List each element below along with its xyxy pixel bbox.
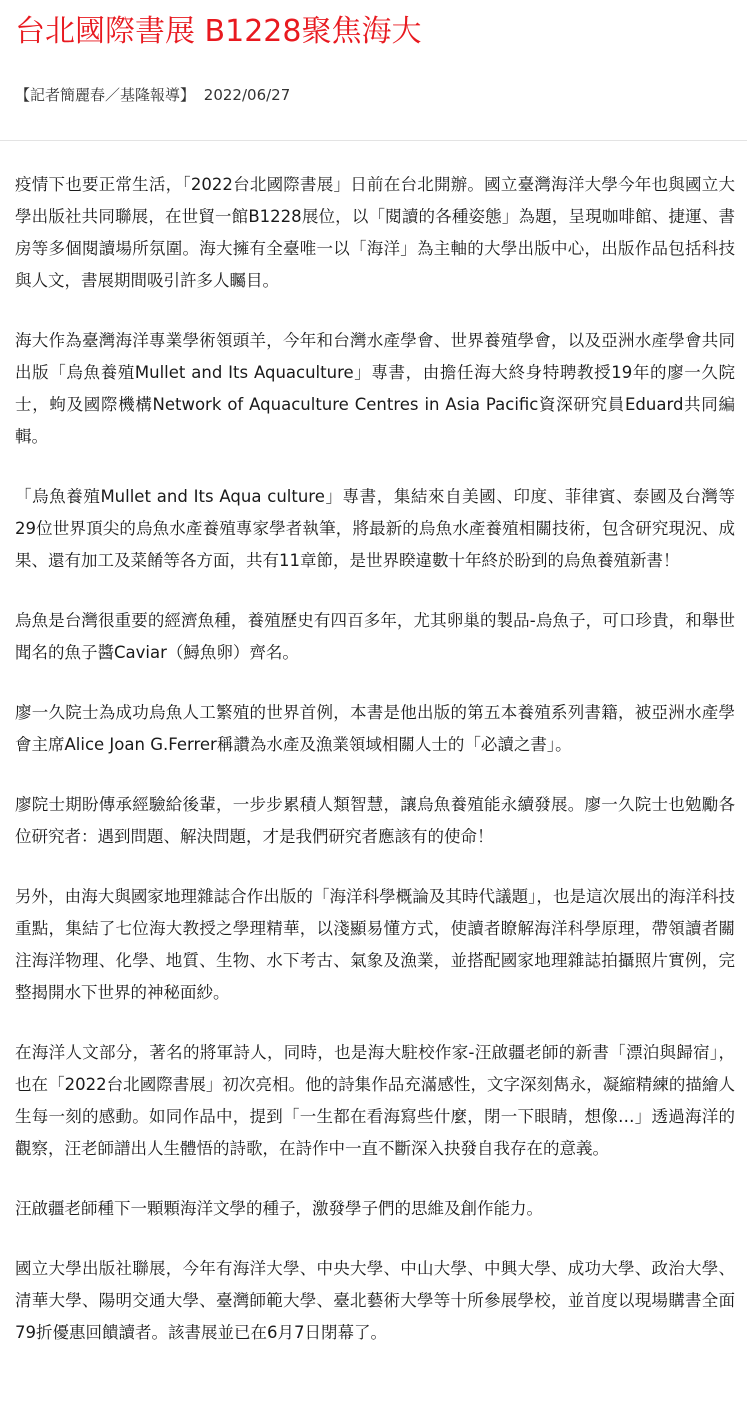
- article-paragraph: 汪啟疆老師種下一顆顆海洋文學的種子，激發學子們的思維及創作能力。: [15, 1199, 543, 1218]
- article-paragraph: 廖一久院士為成功烏魚人工繁殖的世界首例，本書是他出版的第五本養殖系列書籍，被亞洲水產學會主席Alice Joan G.Ferrer稱讚為水產及漁業領域相關人士的「必讀之書」。: [15, 703, 735, 754]
- article-paragraph: 在海洋人文部分，著名的將軍詩人，同時，也是海大駐校作家-汪啟疆老師的新書「漂泊與歸宿」，也在「2022台北國際書展」初次亮相。他的詩集作品充滿感性，文字深刻雋永，凝縮精練的描繪人生每一刻的感動。如同作品中，提到「一生都在看海寫些什麼，閉一下眼睛，想像…」透過海洋的觀察，汪老師譜出人生體悟的詩歌，在詩作中一直不斷深入抉發自我存在的意義。: [15, 1043, 735, 1158]
- article-paragraph: 廖院士期盼傳承經驗給後輩，一步步累積人類智慧，讓烏魚養殖能永續發展。廖一久院士也勉勵各位研究者：遇到問題、解決問題，才是我們研究者應該有的使命！: [15, 795, 735, 846]
- article-paragraph: 疫情下也要正常生活，「2022台北國際書展」日前在台北開辦。國立臺灣海洋大學今年也與國立大學出版社共同聯展，在世貿一館B1228展位，以「閱讀的各種姿態」為題，呈現咖啡館、捷運、書房等多個閱讀場所氛圍。海大擁有全臺唯一以「海洋」為主軸的大學出版中心，出版作品包括科技與人文，書展期間吸引許多人矚目。: [15, 175, 735, 290]
- header-divider: [0, 140, 747, 141]
- article-date: 2022/06/27: [203, 86, 291, 104]
- article-paragraph: 烏魚是台灣很重要的經濟魚種，養殖歷史有四百多年，尤其卵巢的製品-烏魚子，可口珍貴，和舉世聞名的魚子醬Caviar（鱘魚卵）齊名。: [15, 611, 735, 662]
- article-paragraph: 另外，由海大與國家地理雜誌合作出版的「海洋科學概論及其時代議題」，也是這次展出的海洋科技重點，集結了七位海大教授之學理精華，以淺顯易懂方式，使讀者瞭解海洋科學原理，帶領讀者關注海洋物理、化學、地質、生物、水下考古、氣象及漁業，並搭配國家地理雜誌拍攝照片實例，完整揭開水下世界的神秘面紗。: [15, 887, 735, 1002]
- article-paragraph: 海大作為臺灣海洋專業學術領頭羊，今年和台灣水產學會、世界養殖學會，以及亞洲水產學會共同出版「烏魚養殖Mullet and Its Aquaculture」專書，由擔任海大終身特聘教授19年的廖一久院士，蚼及國際機構Network of Aquaculture Centres in Asia Pacific資深研究員Eduard共同編輯。: [15, 331, 735, 446]
- article-byline: 【記者簡麗春／基隆報導】: [15, 86, 196, 104]
- article-meta: [15, 83, 290, 107]
- article-body: [15, 169, 735, 1377]
- article-paragraph: 「烏魚養殖Mullet and Its Aqua culture」專書，集結來自美國、印度、菲律賓、泰國及台灣等29位世界頂尖的烏魚水產養殖專家學者執筆，將最新的烏魚水產養殖相關技術，包含研究現況、成果、還有加工及菜餚等各方面，共有11章節，是世界睽違數十年終於盼到的烏魚養殖新書！: [15, 487, 735, 570]
- article-title: 台北國際書展 B1228聚焦海大: [15, 14, 422, 49]
- article-paragraph: 國立大學出版社聯展，今年有海洋大學、中央大學、中山大學、中興大學、成功大學、政治大學、清華大學、陽明交通大學、臺灣師範大學、臺北藝術大學等十所參展學校，並首度以現場購書全面79折優惠回饋讀者。該書展並已在6月7日閉幕了。: [15, 1259, 735, 1342]
